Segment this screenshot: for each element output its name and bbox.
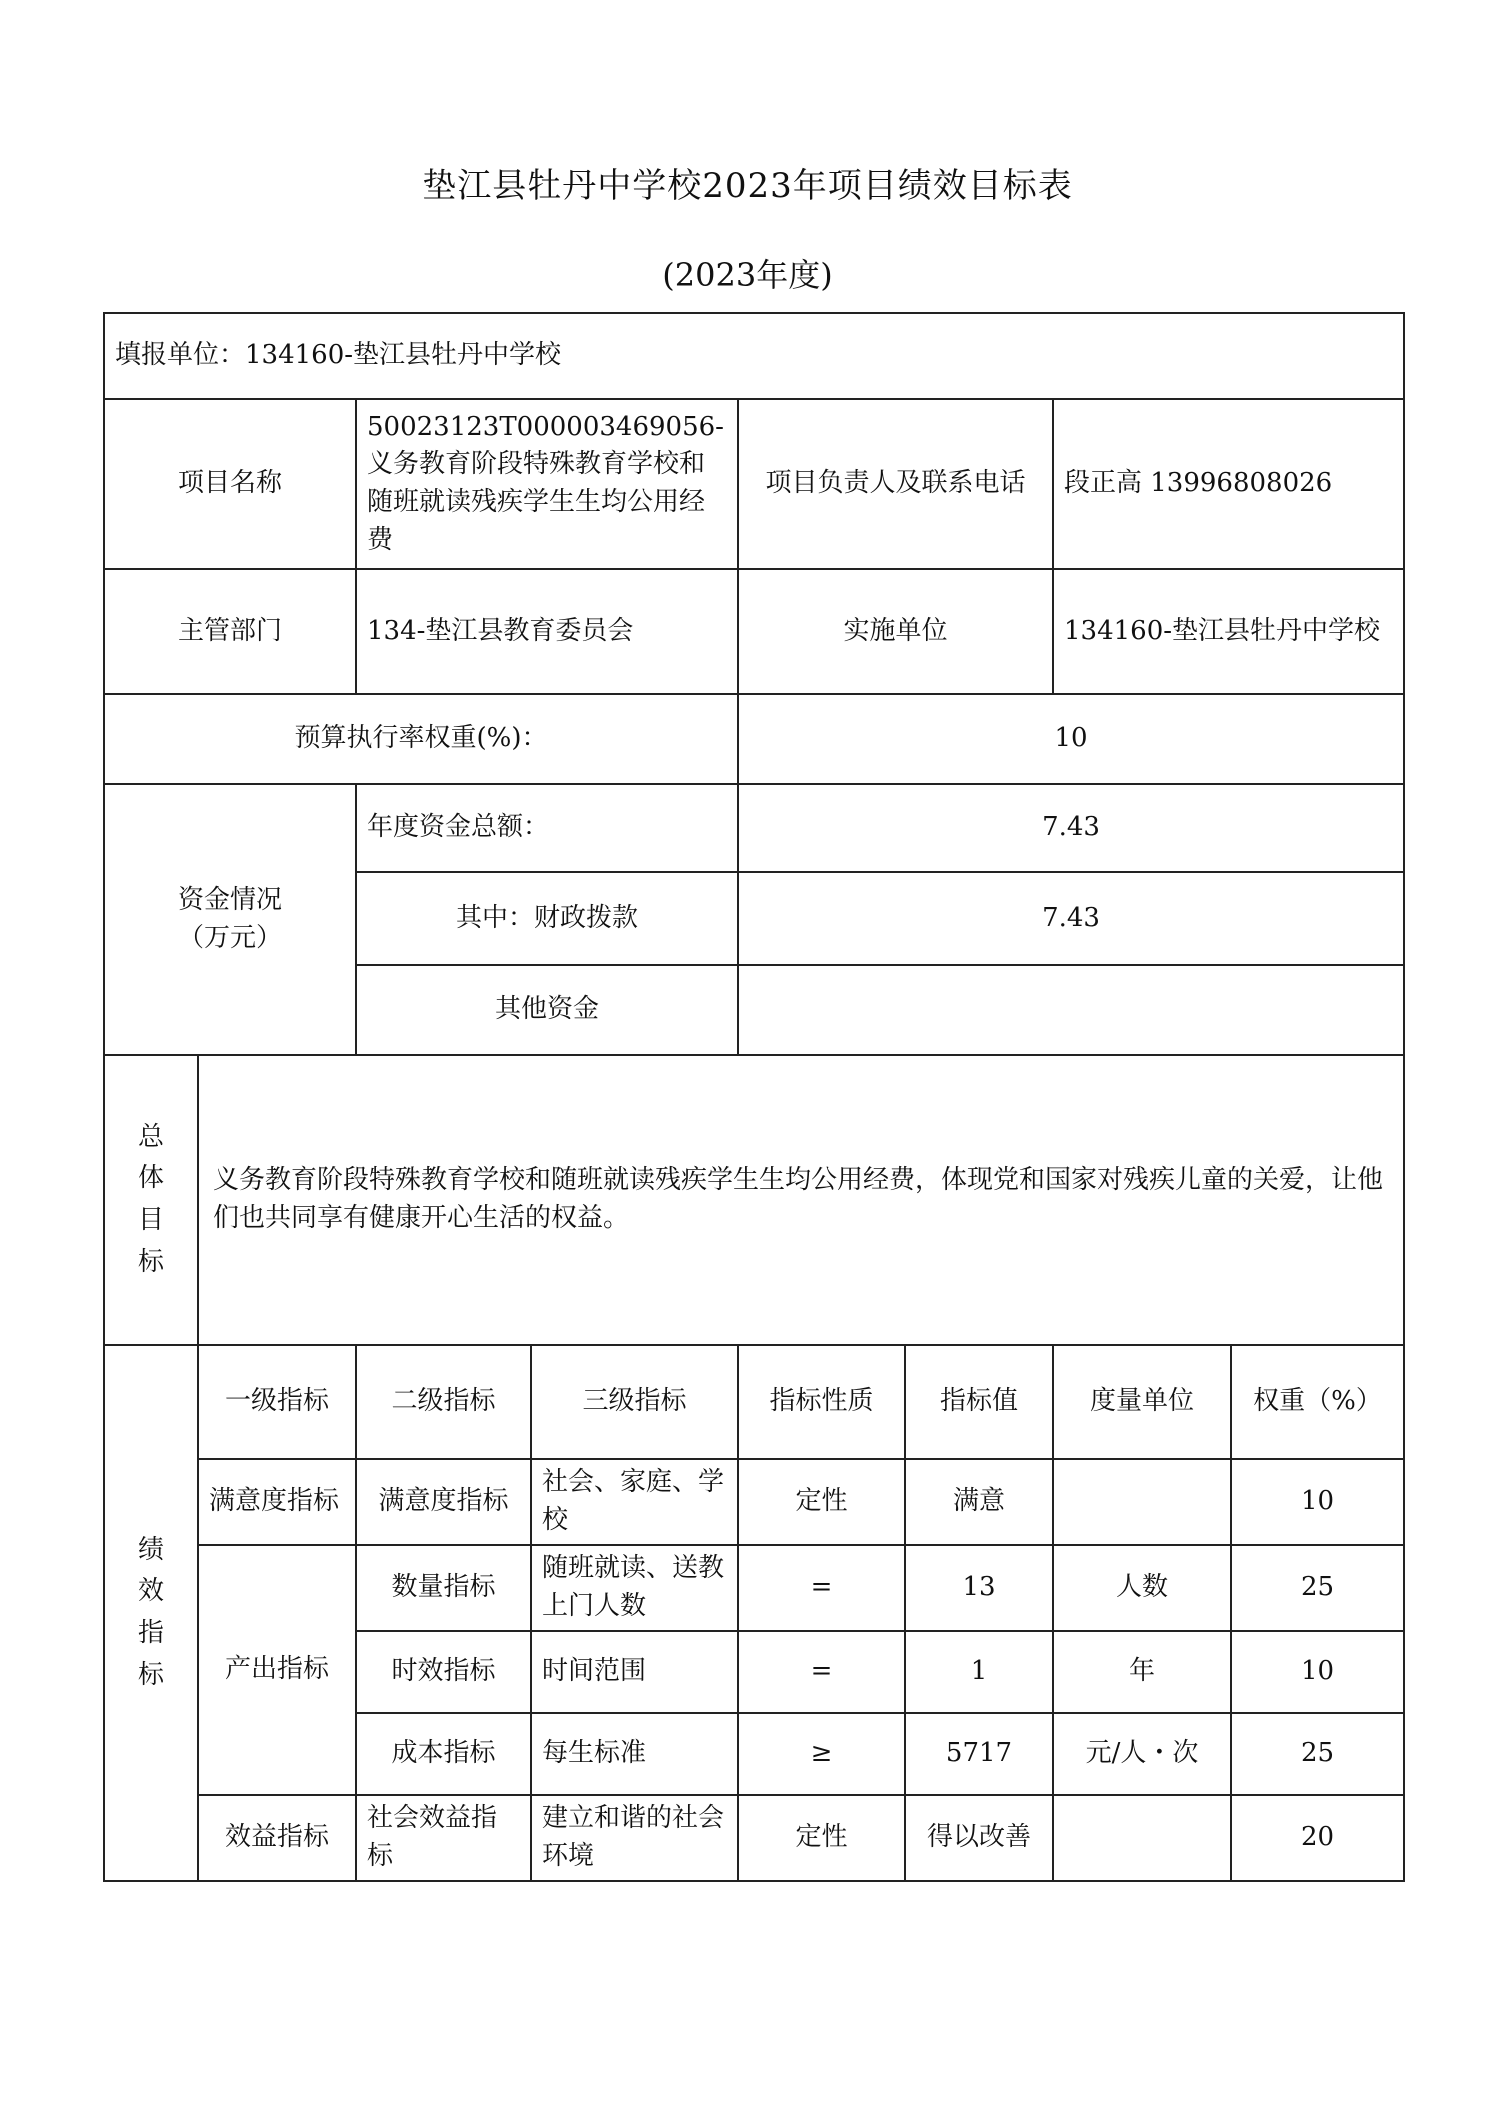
page-title: 垫江县牡丹中学校2023年项目绩效目标表 <box>422 166 1073 206</box>
funds-total-label: 年度资金总额： <box>356 784 738 872</box>
row-level2: 成本指标 <box>356 1713 531 1795</box>
goal-label <box>104 1055 198 1345</box>
indicators-label-char: 绩 <box>137 1534 164 1565</box>
row-level3: 随班就读、送教上门人数 <box>531 1545 738 1631</box>
row-level1: 产出指标 <box>198 1545 356 1795</box>
funds-total-row <box>104 784 1404 872</box>
impl-unit-label: 实施单位 <box>738 569 1053 694</box>
unit-value: 134160-垫江县牡丹中学校 <box>245 340 562 371</box>
project-name-label: 项目名称 <box>104 399 356 569</box>
project-row <box>104 399 1404 569</box>
header-nature: 指标性质 <box>738 1345 905 1459</box>
row-weight: 10 <box>1231 1459 1404 1545</box>
goal-text: 义务教育阶段特殊教育学校和随班就读残疾学生生均公用经费，体现党和国家对残疾儿童的关爱，让他们也共同享有健康开心生活的权益。 <box>198 1055 1404 1345</box>
indicator-header-row <box>104 1345 1404 1459</box>
funds-label-line1: 资金情况 <box>177 884 282 915</box>
page-subtitle: (2023年度) <box>662 256 833 294</box>
row-weight: 20 <box>1231 1795 1404 1881</box>
row-nature: 定性 <box>738 1459 905 1545</box>
indicators-label-char: 指 <box>137 1618 164 1648</box>
indicators-label-char: 标 <box>137 1659 164 1690</box>
row-weight: 10 <box>1231 1631 1404 1713</box>
unit-label: 填报单位： <box>115 340 246 371</box>
row-level1: 满意度指标 <box>198 1459 356 1545</box>
row-unit <box>1053 1795 1231 1881</box>
department-row <box>104 569 1404 694</box>
row-level2: 满意度指标 <box>356 1459 531 1545</box>
goal-label-char: 标 <box>137 1246 164 1277</box>
budget-weight-row <box>104 694 1404 784</box>
row-level3: 建立和谐的社会环境 <box>531 1795 738 1881</box>
row-nature: ≥ <box>738 1713 905 1795</box>
funds-other-value <box>738 965 1404 1055</box>
row-weight: 25 <box>1231 1713 1404 1795</box>
row-unit: 元/人・次 <box>1053 1713 1231 1795</box>
row-value: 13 <box>905 1545 1053 1631</box>
goal-label-char: 目 <box>137 1205 164 1235</box>
goal-row <box>104 1055 1404 1345</box>
department-value: 134-垫江县教育委员会 <box>356 569 738 694</box>
row-weight: 25 <box>1231 1545 1404 1631</box>
performance-table <box>103 312 1405 1882</box>
row-level2: 社会效益指标 <box>356 1795 531 1881</box>
row-value: 满意 <box>905 1459 1053 1545</box>
header-level2: 二级指标 <box>356 1345 531 1459</box>
row-nature: 定性 <box>738 1795 905 1881</box>
table-row <box>104 1459 1404 1545</box>
row-unit: 人数 <box>1053 1545 1231 1631</box>
funds-fiscal-value: 7.43 <box>738 872 1404 965</box>
row-unit <box>1053 1459 1231 1545</box>
header-level1: 一级指标 <box>198 1345 356 1459</box>
header-weight: 权重（%） <box>1231 1345 1404 1459</box>
row-unit: 年 <box>1053 1631 1231 1713</box>
unit-cell <box>104 313 1404 399</box>
header-value: 指标值 <box>905 1345 1053 1459</box>
row-level3: 每生标准 <box>531 1713 738 1795</box>
row-value: 得以改善 <box>905 1795 1053 1881</box>
row-nature: = <box>738 1631 905 1713</box>
row-level2: 时效指标 <box>356 1631 531 1713</box>
row-value: 1 <box>905 1631 1053 1713</box>
row-nature: = <box>738 1545 905 1631</box>
header-level3: 三级指标 <box>531 1345 738 1459</box>
funds-fiscal-label: 其中：财政拨款 <box>356 872 738 965</box>
manager-label: 项目负责人及联系电话 <box>738 399 1053 569</box>
indicators-label <box>104 1345 198 1881</box>
goal-label-char: 总 <box>137 1121 164 1152</box>
funds-other-label: 其他资金 <box>356 965 738 1055</box>
row-level3: 社会、家庭、学校 <box>531 1459 738 1545</box>
manager-value: 段正高 13996808026 <box>1053 399 1404 569</box>
funds-label <box>104 784 356 1055</box>
impl-unit-value: 134160-垫江县牡丹中学校 <box>1053 569 1404 694</box>
goal-label-char: 体 <box>137 1163 164 1194</box>
table-row <box>104 1795 1404 1881</box>
budget-weight-value: 10 <box>738 694 1404 784</box>
row-value: 5717 <box>905 1713 1053 1795</box>
header-unit: 度量单位 <box>1053 1345 1231 1459</box>
department-label: 主管部门 <box>104 569 356 694</box>
row-level3: 时间范围 <box>531 1631 738 1713</box>
budget-weight-label: 预算执行率权重(%)： <box>104 694 738 784</box>
funds-label-line2: （万元） <box>177 922 282 953</box>
funds-total-value: 7.43 <box>738 784 1404 872</box>
row-level1: 效益指标 <box>198 1795 356 1881</box>
project-name-value: 50023123T000003469056-义务教育阶段特殊教育学校和随班就读残疾学生生均公用经费 <box>356 399 738 569</box>
row-level2: 数量指标 <box>356 1545 531 1631</box>
table-row <box>104 1545 1404 1631</box>
indicators-label-char: 效 <box>137 1576 164 1607</box>
unit-row <box>104 313 1404 399</box>
